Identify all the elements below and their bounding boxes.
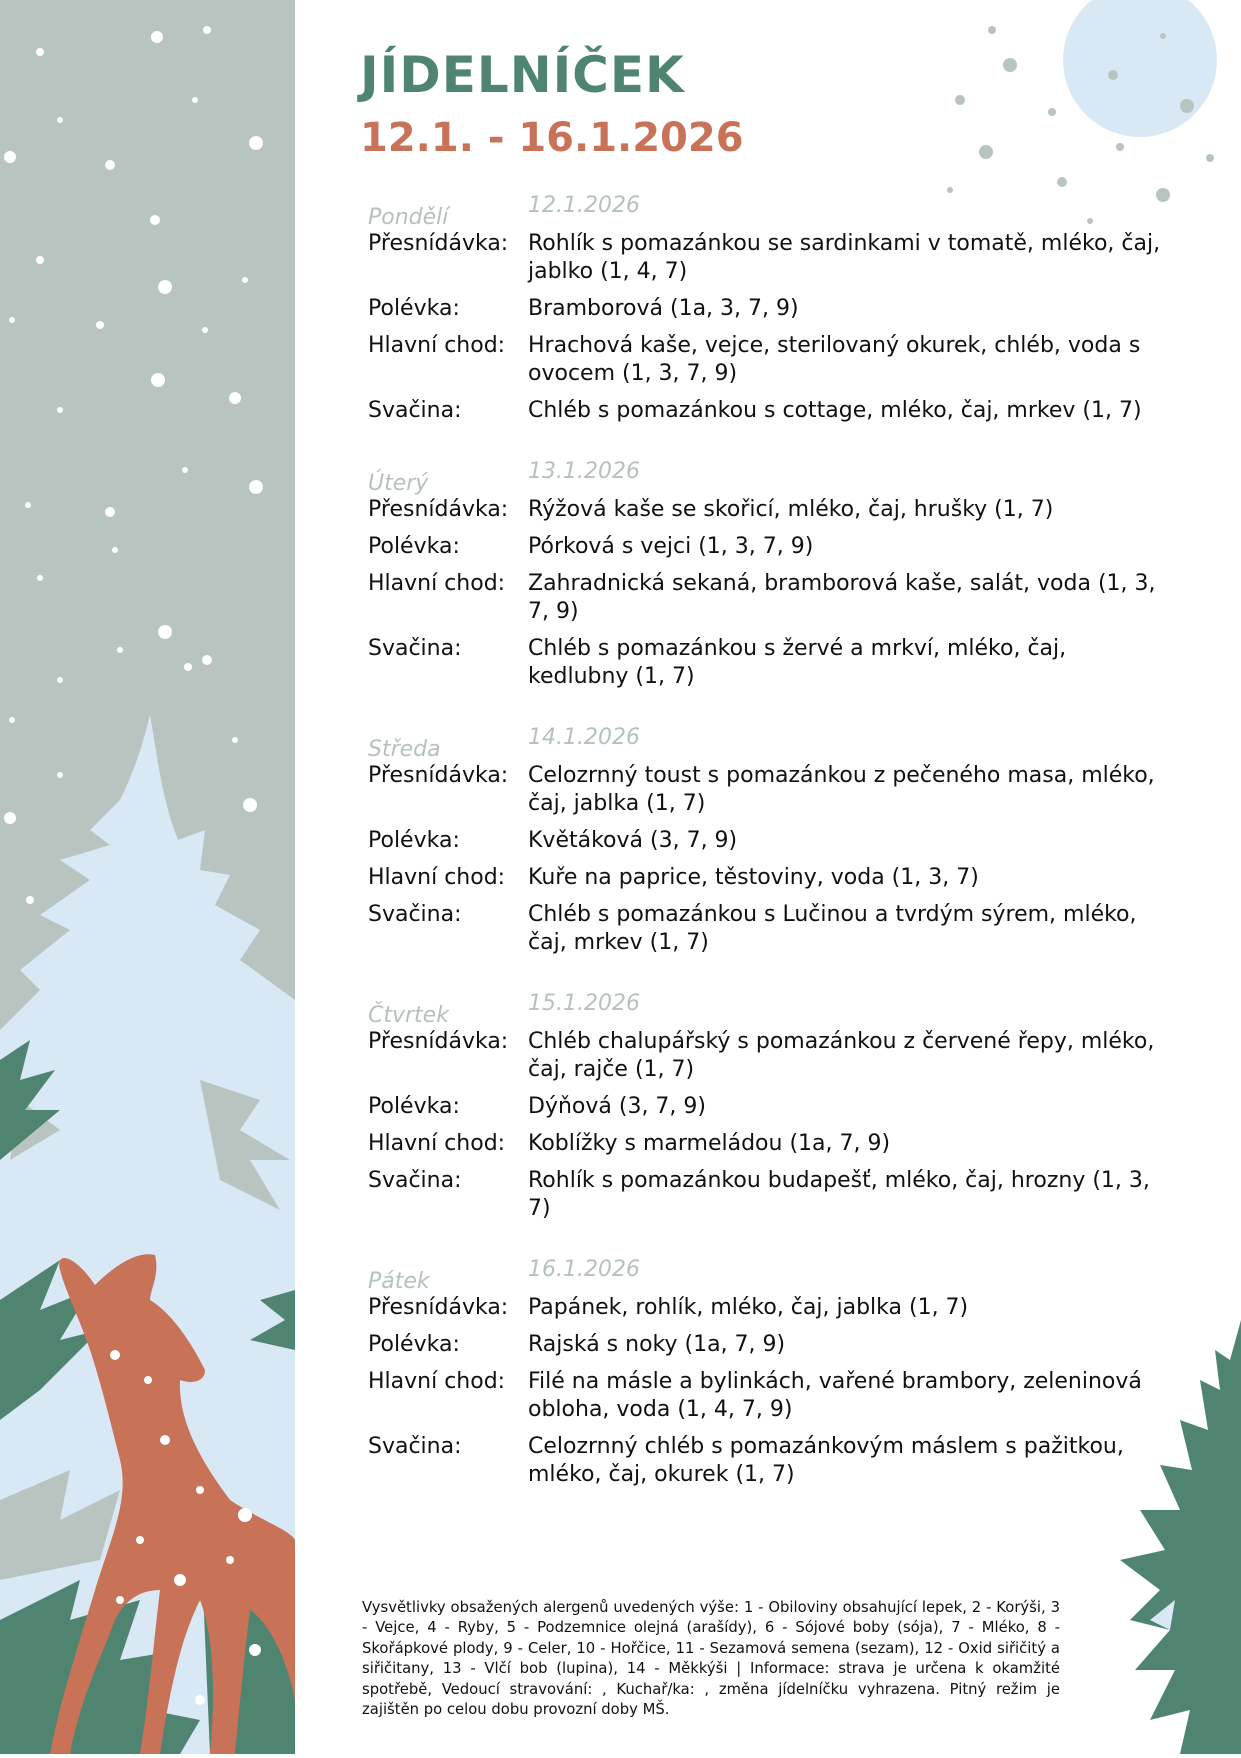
meal-label: Přesnídávka: — [368, 497, 509, 522]
day-section-thursday — [360, 986, 1180, 1223]
day-date: 13.1.2026 — [528, 459, 640, 484]
meal-label: Přesnídávka: — [368, 1295, 509, 1320]
meal-text: Celozrnný chléb s pomazánkovým máslem s pažitkou, mléko, čaj, okurek (1, 7) — [528, 1434, 1124, 1487]
meal-text: Kuře na paprice, těstoviny, voda (1, 3, 7) — [528, 865, 979, 890]
meal-text: Rohlík s pomazánkou se sardinkami v tomatě, mléko, čaj, jablko (1, 4, 7) — [528, 231, 1161, 284]
day-date: 16.1.2026 — [528, 1257, 640, 1282]
day-name: Pátek — [368, 1269, 430, 1294]
day-section-monday — [360, 188, 1180, 425]
day-section-friday — [360, 1252, 1180, 1489]
meal-label: Polévka: — [368, 828, 460, 853]
day-date: 12.1.2026 — [528, 193, 640, 218]
meal-text: Dýňová (3, 7, 9) — [528, 1094, 706, 1119]
day-section-tuesday — [360, 454, 1180, 691]
day-name: Pondělí — [368, 205, 449, 230]
meal-text: Chléb chalupářský s pomazánkou z červené řepy, mléko, čaj, rajče (1, 7) — [528, 1029, 1155, 1082]
meal-row — [360, 1368, 1180, 1424]
meal-label: Hlavní chod: — [368, 571, 506, 596]
meal-label: Polévka: — [368, 296, 460, 321]
meal-label: Přesnídávka: — [368, 231, 509, 256]
days-list — [360, 188, 1180, 1489]
meal-row — [360, 533, 1180, 561]
meal-text: Filé na másle a bylinkách, vařené brambory, zeleninová obloha, voda (1, 4, 7, 9) — [528, 1369, 1142, 1422]
meal-text: Rohlík s pomazánkou budapešť, mléko, čaj, hrozny (1, 3, 7) — [528, 1168, 1150, 1221]
meal-label: Svačina: — [368, 636, 462, 661]
meal-row — [360, 1331, 1180, 1359]
meal-label: Přesnídávka: — [368, 763, 509, 788]
meal-text: Pórková s vejci (1, 3, 7, 9) — [528, 534, 814, 559]
meal-row — [360, 1167, 1180, 1223]
meal-text: Papánek, rohlík, mléko, čaj, jablka (1, 7) — [528, 1295, 969, 1320]
meal-row — [360, 230, 1180, 286]
meal-text: Hrachová kaše, vejce, sterilovaný okurek, chléb, voda s ovocem (1, 3, 7, 9) — [528, 333, 1141, 386]
meal-row — [360, 635, 1180, 691]
meal-row — [360, 1433, 1180, 1489]
menu-content — [360, 40, 1180, 1518]
meal-label: Hlavní chod: — [368, 865, 506, 890]
meal-row — [360, 1294, 1180, 1322]
meal-row — [360, 1093, 1180, 1121]
meal-label: Polévka: — [368, 1094, 460, 1119]
meal-label: Hlavní chod: — [368, 1369, 506, 1394]
page-title: JÍDELNÍČEK — [360, 46, 685, 104]
date-range: 12.1. - 16.1.2026 — [360, 115, 744, 161]
meal-row — [360, 570, 1180, 626]
meal-text: Celozrnný toust s pomazánkou z pečeného masa, mléko, čaj, jablka (1, 7) — [528, 763, 1155, 816]
meal-label: Svačina: — [368, 398, 462, 423]
meal-text: Zahradnická sekaná, bramborová kaše, salát, voda (1, 3, 7, 9) — [528, 571, 1156, 624]
day-name: Čtvrtek — [368, 1003, 449, 1028]
allergen-footnote: Vysvětlivky obsažených alergenů uvedených výše: 1 - Obiloviny obsahující lepek, 2 - Korýši, 3 - Vejce, 4 - Ryby, 5 - Podzemnice olejná (arašídy), 6 - Sójové boby (sója), 7 - Mléko, 8 - Skořápkové plody, 9 - Celer, 10 - Hořčice, 11 - Sezamová semena (sezam), 12 - Oxid siřičitý a siřičitany, 13 - Vlčí bob (lupina), 14 - Měkkýši | Informace: strava je určena k okamžité spotřebě, Vedoucí stravování: , Kuchař/ka: , změna jídelníčku vyhrazena. Pitný režim je zajištěn po celou dobu provozní doby MŠ. — [362, 1599, 1060, 1719]
day-name: Středa — [368, 737, 441, 762]
winter-forest-illustration — [0, 0, 295, 1754]
meal-row — [360, 864, 1180, 892]
meal-label: Svačina: — [368, 1168, 462, 1193]
meal-text: Rýžová kaše se skořicí, mléko, čaj, hrušky (1, 7) — [528, 497, 1054, 522]
meal-row — [360, 295, 1180, 323]
meal-text: Bramborová (1a, 3, 7, 9) — [528, 296, 799, 321]
meal-row — [360, 762, 1180, 818]
meal-row — [360, 901, 1180, 957]
meal-row — [360, 1130, 1180, 1158]
meal-label: Polévka: — [368, 1332, 460, 1357]
meal-row — [360, 496, 1180, 524]
day-name: Úterý — [368, 471, 429, 496]
meal-row — [360, 332, 1180, 388]
meal-row — [360, 827, 1180, 855]
meal-text: Rajská s noky (1a, 7, 9) — [528, 1332, 786, 1357]
meal-text: Chléb s pomazánkou s cottage, mléko, čaj, mrkev (1, 7) — [528, 398, 1142, 423]
meal-text: Chléb s pomazánkou s žervé a mrkví, mléko, čaj, kedlubny (1, 7) — [528, 636, 1067, 689]
meal-text: Koblížky s marmeládou (1a, 7, 9) — [528, 1131, 891, 1156]
meal-label: Přesnídávka: — [368, 1029, 509, 1054]
meal-label: Hlavní chod: — [368, 333, 506, 358]
meal-text: Chléb s pomazánkou s Lučinou a tvrdým sýrem, mléko, čaj, mrkev (1, 7) — [528, 902, 1137, 955]
meal-label: Svačina: — [368, 1434, 462, 1459]
meal-label: Hlavní chod: — [368, 1131, 506, 1156]
meal-row — [360, 397, 1180, 425]
day-date: 15.1.2026 — [528, 991, 640, 1016]
day-section-wednesday — [360, 720, 1180, 957]
meal-row — [360, 1028, 1180, 1084]
meal-text: Květáková (3, 7, 9) — [528, 828, 738, 853]
meal-label: Polévka: — [368, 534, 460, 559]
meal-label: Svačina: — [368, 902, 462, 927]
day-date: 14.1.2026 — [528, 725, 640, 750]
